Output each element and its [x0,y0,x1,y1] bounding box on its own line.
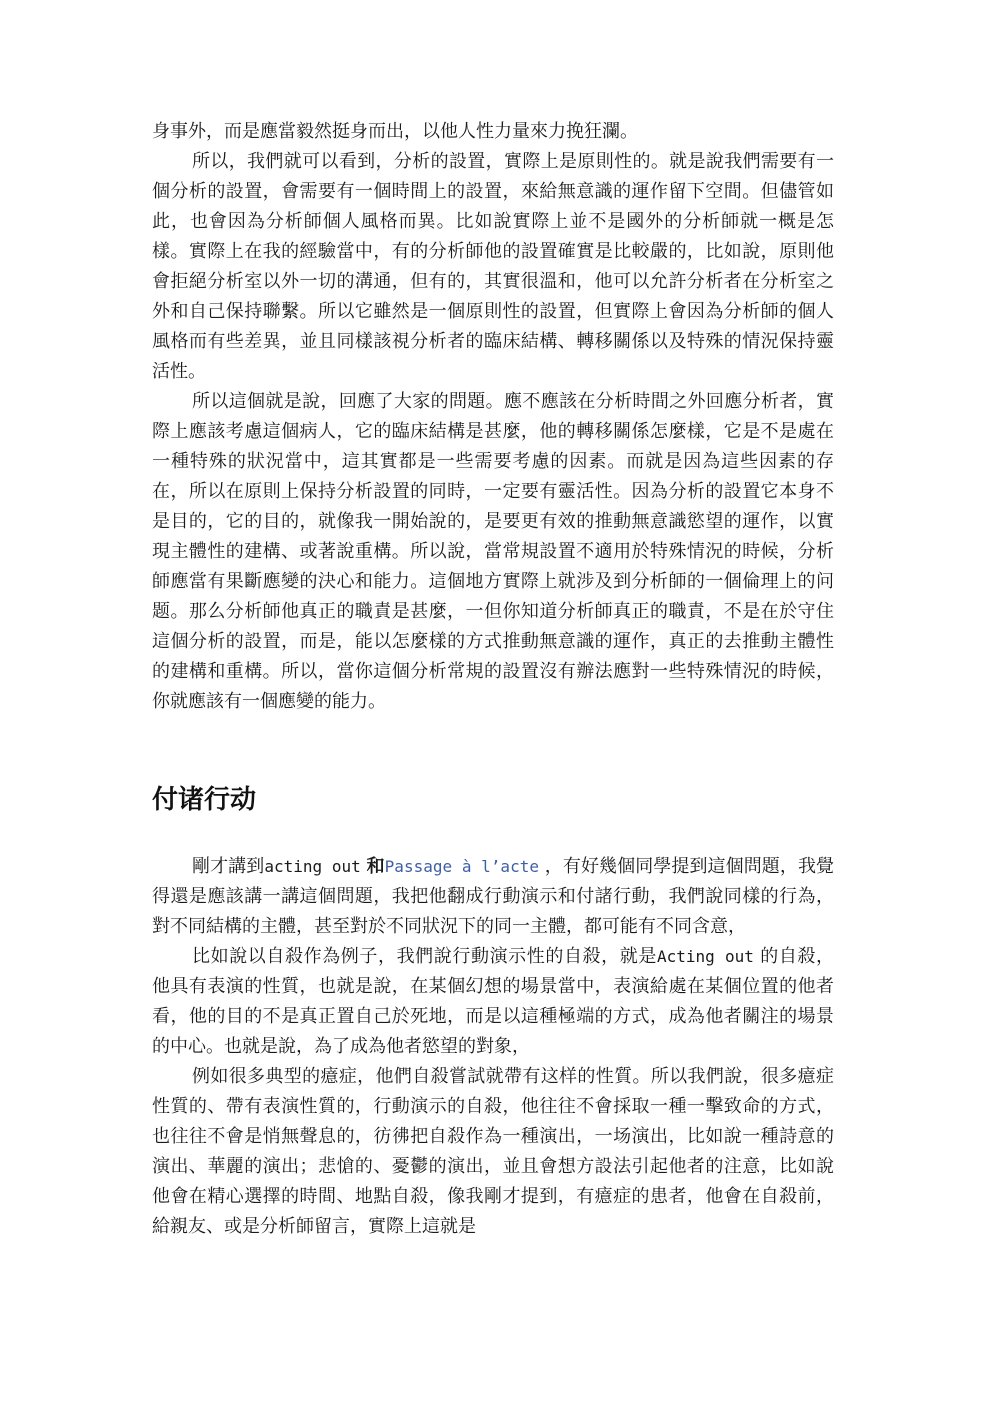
paragraph-acting-out-intro [152,852,834,942]
paragraph-analysis-setting: 所以，我們就可以看到，分析的設置，實際上是原則性的。就是說我們需要有一個分析的設置，會需要有一個時間上的設置，來給無意識的運作留下空間。但儘管如此，也會因為分析師個人風格而異。比如說實際上並不是國外的分析師就一概是怎樣。實際上在我的經驗當中，有的分析師他的設置確實是比較嚴的，比如說，原則他會拒絕分析室以外一切的溝通，但有的，其實很溫和，他可以允許分析者在分析室之外和自己保持聯繫。所以它雖然是一個原則性的設置，但實際上會因為分析師的個人風格而有些差異，並且同樣該視分析者的臨床結構、轉移關係以及特殊的情況保持靈活性。 [152,151,834,382]
example-text-before: 比如說以自殺作為例子，我們說行動演示性的自殺，就是 [192,946,657,967]
body-text-top [152,117,834,717]
intro-text-before: 剛才講到 [192,856,265,877]
body-text-bottom [152,852,834,1242]
paragraph-flexibility: 所以這個就是說，回應了大家的問題。應不應該在分析時間之外回應分析者，實際上應該考慮這個病人，它的臨床結構是甚麼，他的轉移關係怎麼樣，它是不是處在一種特殊的狀況當中，這其實都是一些需要考慮的因素。而就是因為這些因素的存在，所以在原則上保持分析設置的同時，一定要有靈活性。因為分析的設置它本身不是目的，它的目的，就像我一開始說的，是要更有效的推動無意識慾望的運作，以實現主體性的建構、或著說重構。所以說，當常規設置不適用於特殊情況的時候，分析師應當有果斷應變的決心和能力。這個地方實際上就涉及到分析師的一個倫理上的问题。那么分析師他真正的職責是甚麼，一但你知道分析師真正的職責，不是在於守住這個分析的設置，而是，能以怎麼樣的方式推動無意識的運作，真正的去推動主體性的建構和重構。所以，當你這個分析常規的設置沒有辦法應對一些特殊情況的時候，你就應該有一個應變的能力。 [152,391,834,712]
paragraph-continuation: 身事外，而是應當毅然挺身而出，以他人性力量來力挽狂瀾。 [152,121,638,142]
paragraph-suicide-example [152,942,834,1062]
term-acting-out: acting out [264,857,361,876]
paragraph-hysteria: 例如很多典型的癔症，他們自殺嘗試就帶有这样的性質。所以我們說，很多癔症性質的、帶有表演性質的，行動演示的自殺，他往往不會採取一種一擊致命的方式，也往往不會是悄無聲息的，彷彿把自殺作為一種演出，一场演出，比如說一種詩意的演出、華麗的演出；悲愴的、憂鬱的演出，並且會想方設法引起他者的注意，比如說他會在精心選擇的時間、地點自殺，像我剛才提到，有癔症的患者，他會在自殺前，給親友、或是分析師留言，實際上這就是 [152,1066,834,1237]
term-passage-a-lacte: Passage à l’acte [384,857,539,876]
intro-text-after: ，有好幾個同學提到這個問題，我覺得還是應該講一講這個問題，我把他翻成行動演示和付諸行動，我們說同樣的行為，對不同結構的主體，甚至對於不同狀況下的同一主體，都可能有不同含意， [152,856,835,937]
term-acting-out-2: Acting out [656,947,754,966]
example-text-after: 的自殺，他具有表演的性質，也就是說，在某個幻想的場景當中，表演給處在某個位置的他者看，他的目的不是真正置自己於死地，而是以這種極端的方式，成為他者關注的場景的中心。也就是說，為了成為他者慾望的對象， [152,946,835,1057]
term-joiner: 和 [366,856,385,877]
section-heading: 付诸行动 [152,785,257,815]
